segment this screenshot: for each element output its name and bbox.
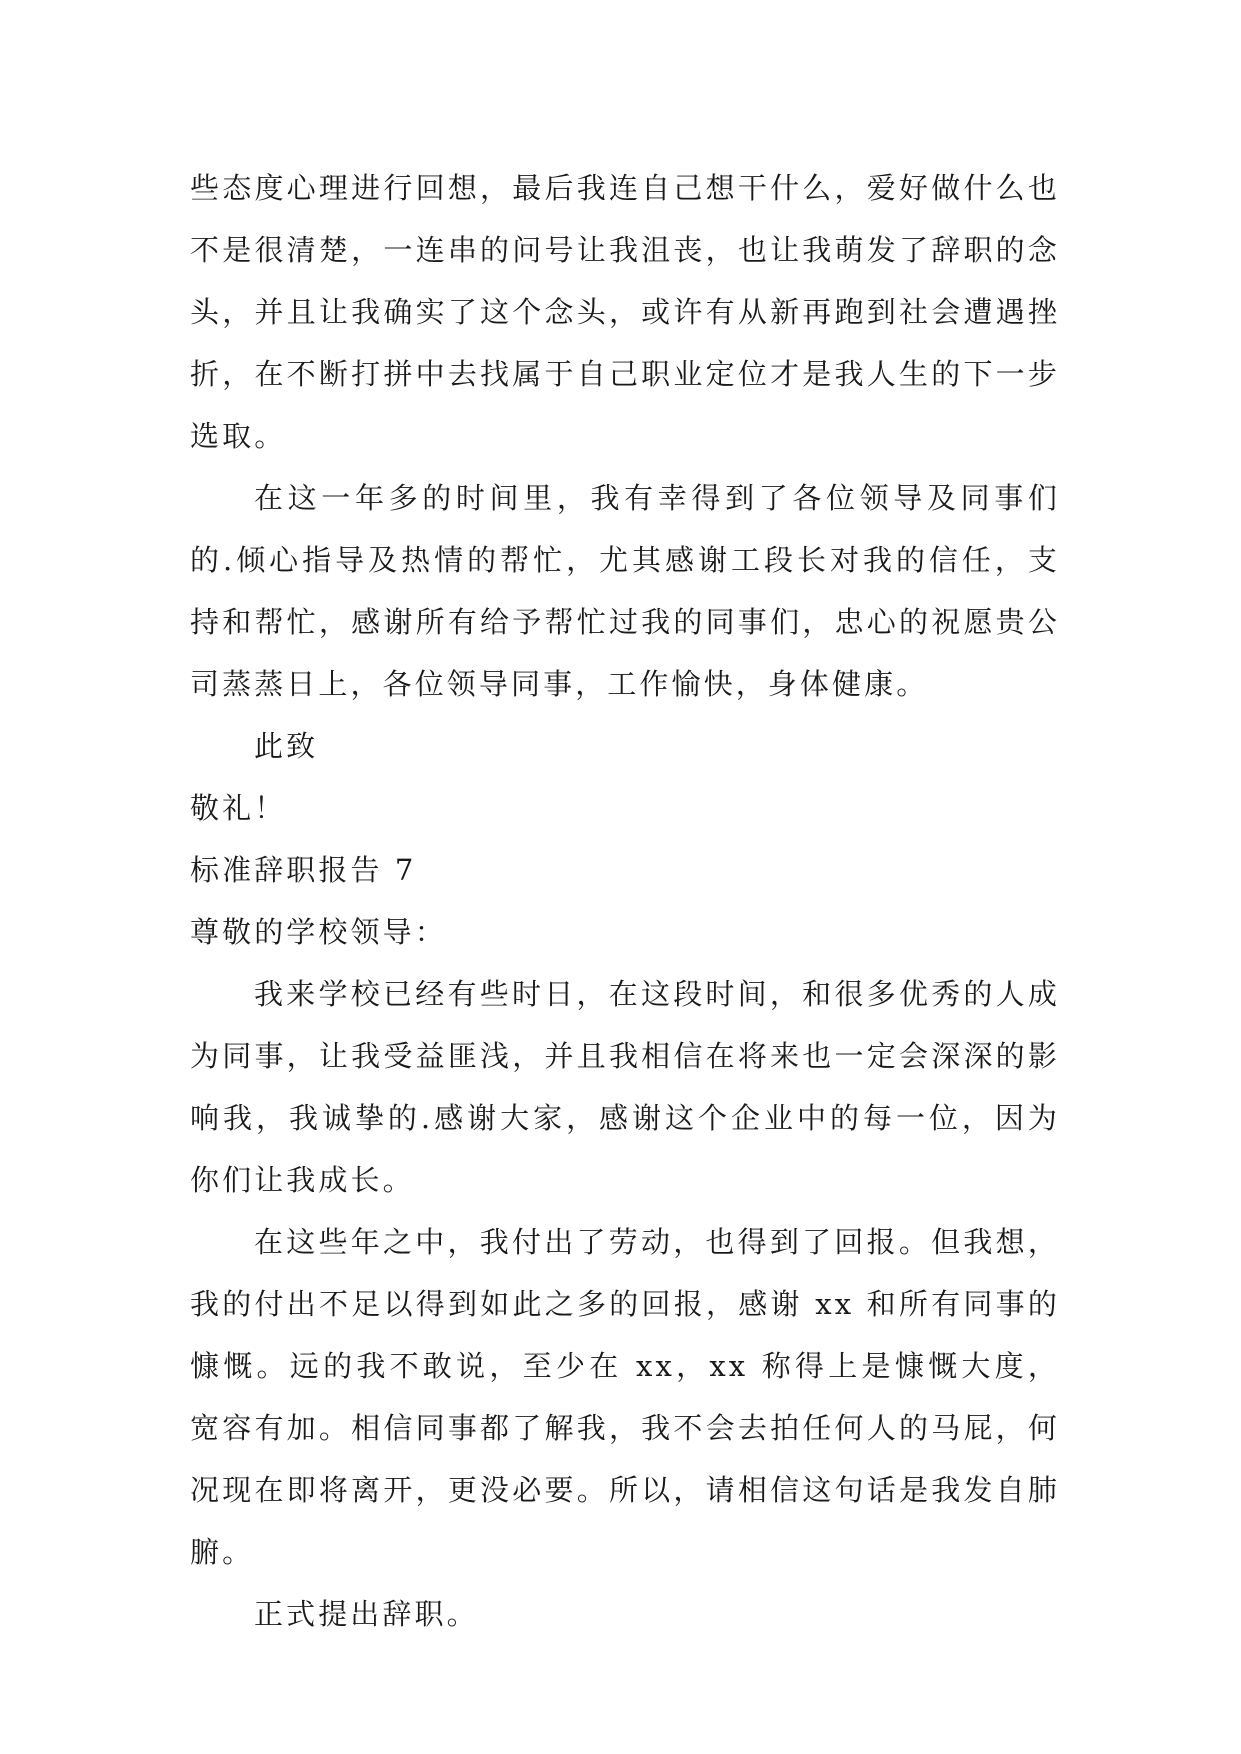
paragraph-continuation: 些态度心理进行回想，最后我连自己想干什么，爱好做什么也不是很清楚，一连串的问号让我沮丧，也让我萌发了辞职的念头，并且让我确实了这个念头，或许有从新再跑到社会遭遇挫折，在不断打拼中去找属于自己职业定位才是我人生的下一步选取。 xyxy=(190,171,1060,453)
paragraph-gratitude: 在这些年之中，我付出了劳动，也得到了回报。但我想，我的付出不足以得到如此之多的回报，感谢 xx 和所有同事的慷慨。远的我不敢说，至少在 xx，xx 称得上是慷慨大度，宽容有加。相信同事都了解我，我不会去拍任何人的马屁，何况现在即将离开，更没必要。所以，请相信这句话是我发自肺腑。 xyxy=(190,1225,1060,1569)
paragraph-intro: 我来学校已经有些时日，在这段时间，和很多优秀的人成为同事，让我受益匪浅，并且我相信在将来也一定会深深的影响我，我诚挚的.感谢大家，感谢这个企业中的每一位，因为你们让我成长。 xyxy=(190,977,1060,1197)
paragraph-thanks: 在这一年多的时间里，我有幸得到了各位领导及同事们的.倾心指导及热情的帮忙，尤其感谢工段长对我的信任，支持和帮忙，感谢所有给予帮忙过我的同事们，忠心的祝愿贵公司蒸蒸日上，各位领导同事，工作愉快，身体健康。 xyxy=(190,481,1060,701)
letter-greeting: 尊敬的学校领导： xyxy=(190,915,447,949)
paragraph-resignation: 正式提出辞职。 xyxy=(254,1597,479,1631)
document-body xyxy=(190,157,1060,1645)
closing-regards: 敬礼！ xyxy=(190,791,287,825)
closing-salutation: 此致 xyxy=(254,729,319,763)
section-title: 标准辞职报告 7 xyxy=(190,853,417,887)
